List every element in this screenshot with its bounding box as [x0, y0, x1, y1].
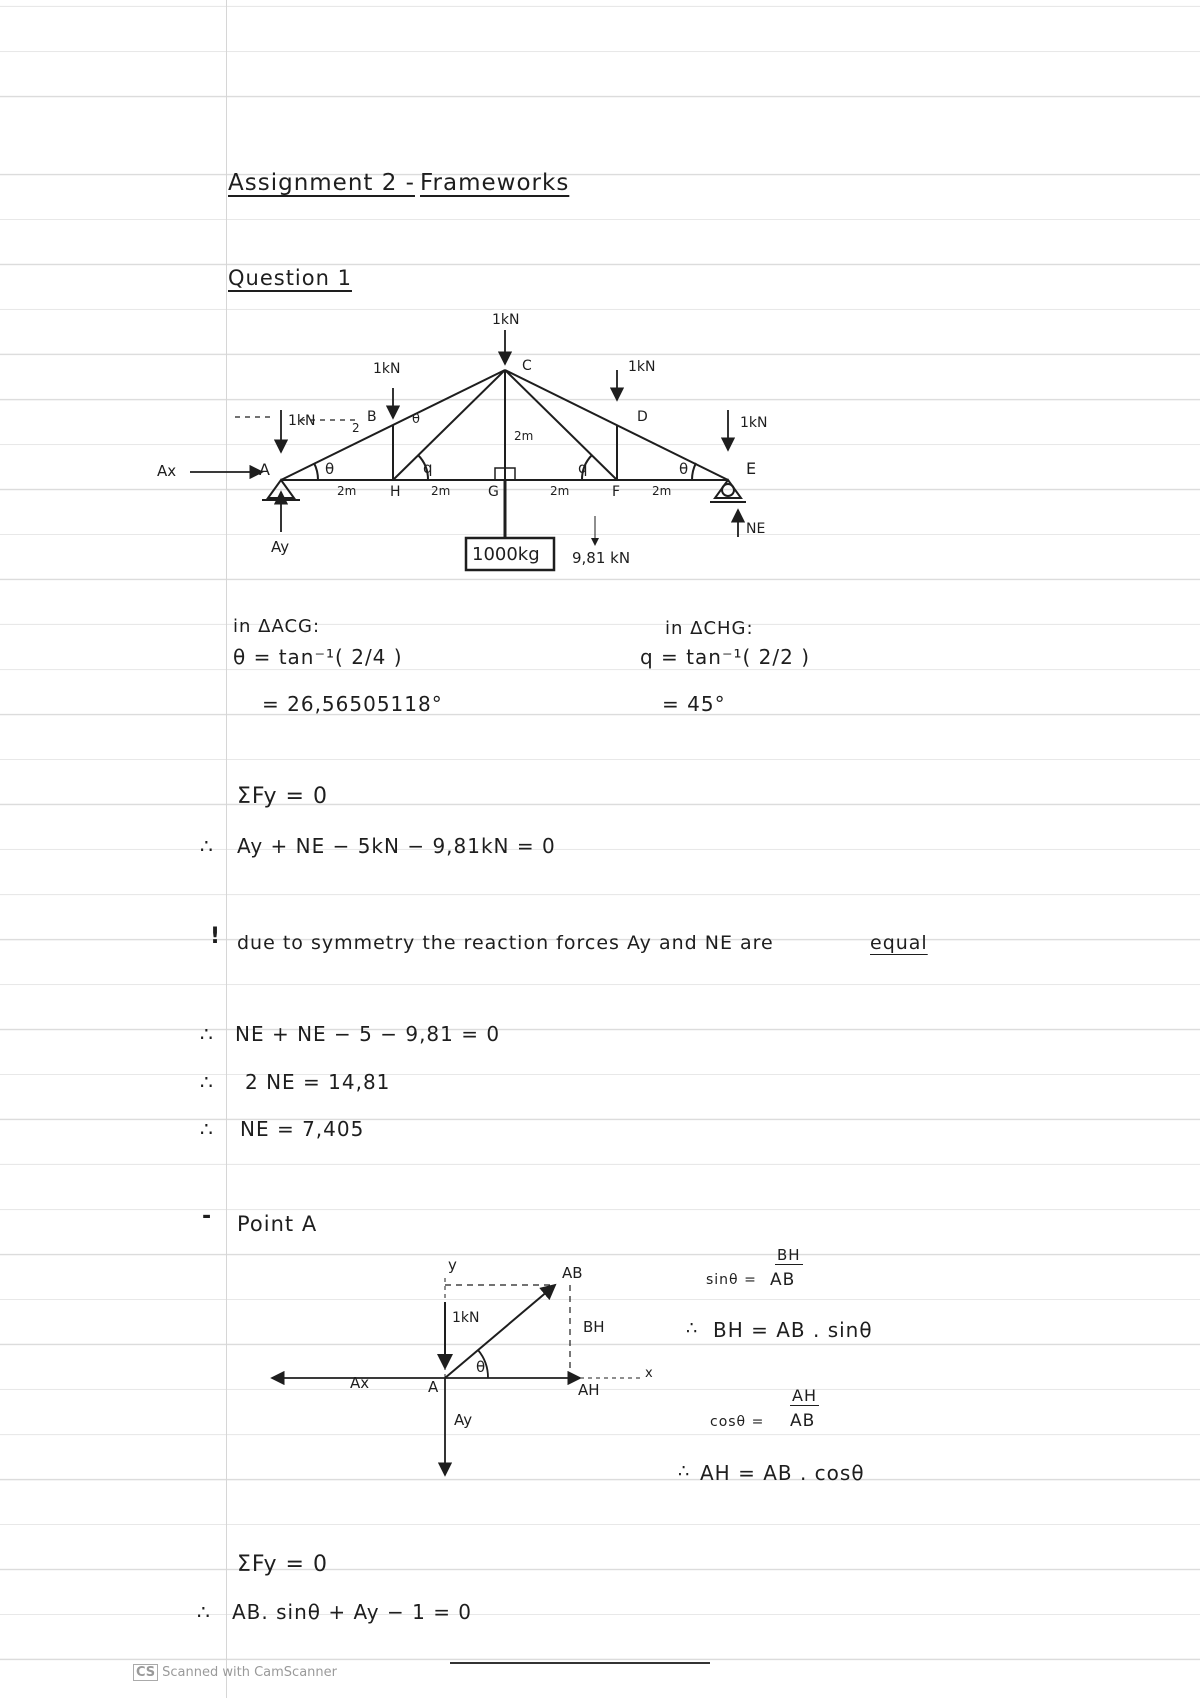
- solve-line-3: NE = 7,405: [240, 1117, 365, 1141]
- point-a-fbd: [0, 1240, 1200, 1540]
- theta-arc-e: [692, 463, 696, 480]
- member-ch: [393, 370, 505, 480]
- note-text: due to symmetry the reaction forces Ay and NE are: [237, 932, 774, 954]
- fbd-ay-label: Ay: [454, 1411, 473, 1429]
- node-c: C: [522, 358, 532, 374]
- fbd-x-label: x: [645, 1366, 653, 1381]
- therefore-2: ∴: [200, 1022, 214, 1046]
- sum1-line: Ay + NE − 5kN − 9,81kN = 0: [237, 834, 556, 858]
- load-label-top: 1kN: [492, 312, 520, 328]
- note-mark: !: [210, 924, 222, 949]
- sin-eq-den: AB: [770, 1270, 796, 1290]
- height-label: 2m: [514, 429, 534, 443]
- cos-eq-den: AB: [790, 1411, 816, 1431]
- theta-arc-a: [314, 463, 318, 480]
- node-d: D: [637, 409, 648, 425]
- truss-diagram: [0, 0, 1200, 600]
- q-label-h: q: [423, 459, 433, 477]
- q-label-f: q: [578, 459, 588, 477]
- tri-acg-eq1: θ = tan⁻¹( 2/4 ): [233, 645, 403, 669]
- sin-eq-num: BH: [777, 1246, 801, 1264]
- therefore-4: ∴: [200, 1117, 214, 1141]
- tri-acg-eq2: = 26,56505118°: [262, 692, 443, 716]
- assignment-title-part2: Frameworks: [420, 170, 570, 196]
- span-label-2: 2m: [431, 484, 451, 498]
- question-heading: Question 1: [228, 266, 352, 290]
- ab-vector: [445, 1285, 555, 1378]
- fbd-a-label: A: [428, 1378, 439, 1396]
- solve-line-1: NE + NE − 5 − 9,81 = 0: [235, 1022, 501, 1046]
- span-label-3: 2m: [550, 484, 570, 498]
- cos-eq-lhs: cosθ =: [710, 1414, 765, 1430]
- load-label-right-mid: 1kN: [628, 359, 656, 375]
- point-a-bullet: -: [202, 1204, 213, 1229]
- tri-chg-label: in ΔCHG:: [665, 618, 754, 639]
- sum1-heading: ΣFy = 0: [237, 784, 328, 809]
- note-text-equal: equal: [870, 932, 928, 954]
- ax-label: Ax: [157, 462, 177, 480]
- scanner-footer: [133, 1664, 337, 1681]
- cos-eq-num: AH: [792, 1386, 817, 1405]
- load-label-left-end: 1kN: [288, 413, 316, 429]
- load-label-right-end: 1kN: [740, 415, 768, 431]
- fbd-bh-label: BH: [583, 1318, 605, 1336]
- fbd-ax-label: Ax: [350, 1374, 370, 1392]
- camscanner-logo: CS: [133, 1664, 158, 1681]
- fbd-theta-label: θ: [476, 1358, 486, 1376]
- mass-label: 1000kg: [472, 544, 540, 565]
- fbd-ah-label: AH: [578, 1381, 600, 1399]
- sin-eq-lhs: sinθ =: [706, 1272, 757, 1288]
- point-a-heading: Point A: [237, 1212, 318, 1236]
- therefore-5: ∴: [686, 1318, 699, 1339]
- member-cf: [505, 370, 617, 480]
- bh-equation: BH = AB . sinθ: [713, 1318, 873, 1342]
- weight-label: 9,81 kN: [572, 549, 631, 567]
- span-label-4: 2m: [652, 484, 672, 498]
- fbd-ab-label: AB: [562, 1264, 583, 1282]
- ab-short-label: 2: [352, 421, 360, 435]
- tri-chg-eq1: q = tan⁻¹( 2/2 ): [640, 645, 811, 669]
- scanner-text: Scanned with CamScanner: [162, 1665, 337, 1680]
- node-e: E: [746, 459, 757, 478]
- node-b: B: [367, 409, 377, 425]
- therefore-1: ∴: [200, 834, 214, 858]
- assignment-title-part1: Assignment 2 -: [228, 170, 415, 196]
- sum2-line: AB. sinθ + Ay − 1 = 0: [232, 1600, 473, 1624]
- theta-label-a: θ: [325, 460, 335, 478]
- therefore-6: ∴: [678, 1461, 691, 1482]
- tri-acg-label: in ΔACG:: [233, 616, 321, 637]
- sum2-heading: ΣFy = 0: [237, 1552, 328, 1577]
- theta-label-top: θ: [412, 412, 420, 427]
- node-a: A: [259, 460, 270, 479]
- load-label-left-mid: 1kN: [373, 361, 401, 377]
- fbd-load-label: 1kN: [452, 1310, 480, 1326]
- tri-chg-eq2: = 45°: [662, 692, 726, 716]
- bottom-rule: [450, 1662, 710, 1664]
- solve-line-2: 2 NE = 14,81: [245, 1070, 391, 1094]
- fbd-y-label: y: [448, 1256, 457, 1274]
- therefore-3: ∴: [200, 1070, 214, 1094]
- theta-label-e: θ: [679, 460, 689, 478]
- ay-label: Ay: [271, 538, 290, 556]
- therefore-7: ∴: [197, 1600, 211, 1624]
- node-f: F: [612, 484, 621, 500]
- span-label-1: 2m: [337, 484, 357, 498]
- ne-label: NE: [746, 521, 766, 537]
- node-h: H: [390, 484, 401, 500]
- node-g: G: [488, 484, 499, 500]
- ah-equation: AH = AB . cosθ: [700, 1461, 865, 1485]
